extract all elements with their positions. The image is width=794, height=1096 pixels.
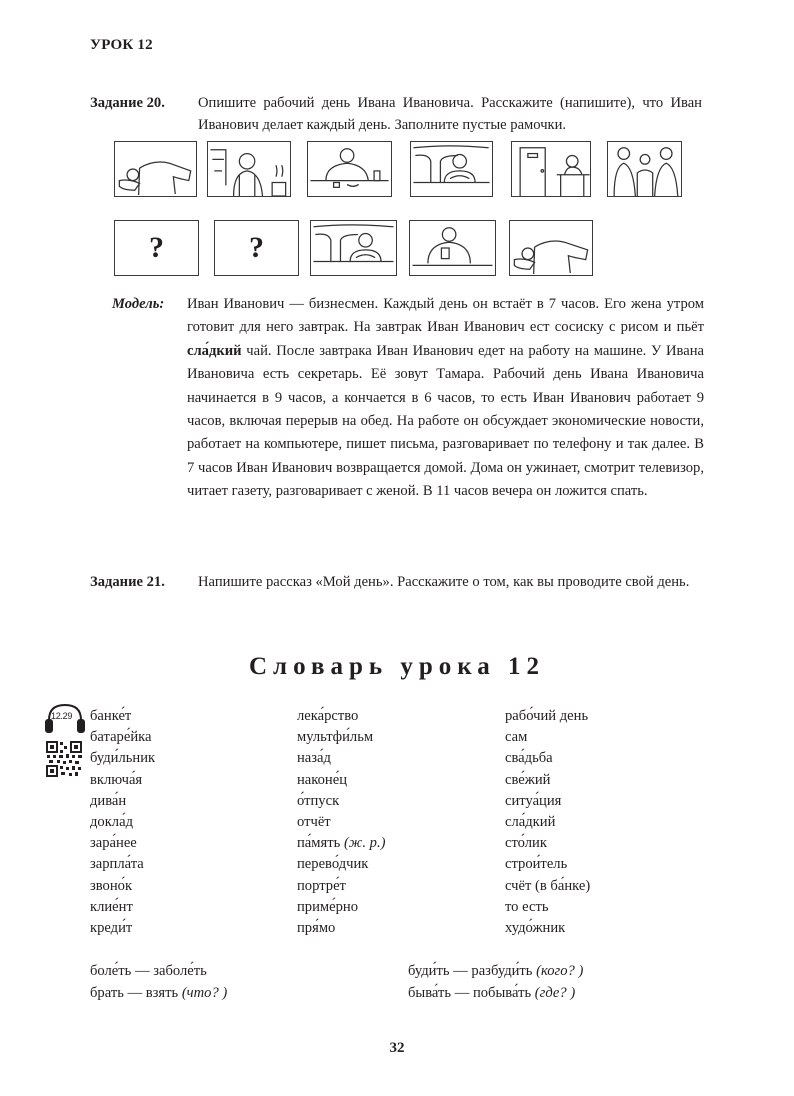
- going-to-sleep-icon: [510, 221, 592, 275]
- dictionary-word: сва́дьба: [505, 750, 553, 767]
- picture-frame-sleeping: [114, 141, 197, 197]
- model-text-block: [112, 293, 704, 504]
- qr-code-icon[interactable]: [45, 740, 85, 780]
- dictionary-word: перево́дчик: [297, 856, 369, 873]
- dictionary-word: ситуа́ция: [505, 792, 562, 809]
- dictionary-word: счёт (в ба́нке): [505, 877, 591, 894]
- dictionary-word: мультфи́льм: [297, 729, 374, 746]
- dictionary-word: о́тпуск: [297, 792, 340, 809]
- verb-pair-text: буди́ть — разбуди́ть: [408, 963, 533, 979]
- task-21-label: Задание 21.: [90, 574, 165, 590]
- picture-frame-secretary: [511, 141, 591, 197]
- model-bold-word: сла́дкий: [187, 342, 242, 359]
- verb-pair-text: брать — взять: [90, 984, 179, 1001]
- driving-home-icon: [311, 221, 396, 275]
- dictionary-title: Словарь урока 12: [248, 653, 545, 680]
- dictionary-word: худо́жник: [505, 920, 566, 937]
- task-20-text: Опишите рабочий день Ивана Ивановича. Расскажите (напишите), что Иван Иванович делает каждый день. Заполните пустые рамочки.: [198, 95, 702, 133]
- dictionary-word-with-note: [297, 833, 385, 854]
- dictionary-word: включа́я: [90, 771, 143, 788]
- dictionary-word: отчёт: [297, 814, 331, 831]
- audio-track-number: 12.29: [51, 711, 73, 721]
- task-21: [90, 571, 702, 593]
- dictionary-word: рабо́чий день: [505, 708, 589, 724]
- audio-badge[interactable]: [44, 702, 86, 780]
- model-label: Модель:: [112, 296, 165, 312]
- dictionary-column-1: [90, 706, 155, 939]
- picture-frame-driving: [410, 141, 493, 197]
- task-20-label: Задание 20.: [90, 95, 165, 111]
- dictionary-word: портре́т: [297, 877, 346, 894]
- verb-pair-text: быва́ть — побыва́ть: [408, 984, 532, 1001]
- task-21-text: Напишите рассказ «Мой день». Расскажите о том, как вы проводите свой день.: [198, 574, 690, 590]
- verb-pair: [90, 983, 227, 1005]
- dictionary-word: наза́д: [297, 750, 331, 767]
- verb-pair-note: (что? ): [181, 984, 228, 1001]
- picture-frame-cooking: [207, 141, 291, 197]
- dictionary-word: докла́д: [90, 814, 133, 831]
- page-number: 32: [389, 1040, 405, 1056]
- lesson-header: УРОК 12: [90, 37, 153, 53]
- verb-pair: [90, 961, 227, 983]
- verb-pair-note: (кого? ): [536, 963, 584, 979]
- picture-frame-blank-1[interactable]: [114, 220, 199, 276]
- verb-pair-note: (где? ): [534, 984, 576, 1001]
- dictionary-word: па́мять: [297, 835, 341, 852]
- picture-frame-meeting: [607, 141, 682, 197]
- dictionary-word: лека́рство: [297, 708, 359, 724]
- model-text-part-1: Иван Иванович — бизнесмен. Каждый день он встаёт в 7 часов. Его жена утром готовит для него завтрак. На завтрак Иван Иванович ест сосиску с рисом и пьёт: [187, 296, 704, 336]
- dictionary-word: клие́нт: [90, 898, 133, 915]
- dictionary-word: све́жий: [505, 771, 551, 788]
- verb-pair: [408, 983, 583, 1005]
- dictionary-column-2: [297, 706, 385, 939]
- dictionary-word: пря́мо: [297, 920, 336, 937]
- picture-frame-driving-home: [310, 220, 397, 276]
- dictionary-word: то есть: [505, 898, 549, 915]
- eating-breakfast-icon: [308, 142, 391, 196]
- picture-frame-blank-2[interactable]: [214, 220, 299, 276]
- verb-pairs-left: [90, 961, 227, 1004]
- dictionary-word: сам: [505, 729, 528, 746]
- picture-frame-going-to-sleep: [509, 220, 593, 276]
- verb-pair-text: боле́ть — заболе́ть: [90, 963, 207, 979]
- dictionary-word: сла́дкий: [505, 814, 556, 831]
- dictionary-word: строи́тель: [505, 856, 568, 873]
- picture-frame-breakfast: [307, 141, 392, 197]
- dictionary-column-3: [505, 706, 590, 939]
- model-text-part-2: чай. После завтрака Иван Иванович едет на работу на машине. У Ивана Ивановича есть секретарь. Её зовут Тамара. Рабочий день Ивана Ивановича начинается в 9 часов, а кончается в 6 часов, то есть Иван Иванович работает 9 часов, включая перерыв на обед. На работе он обсуждает экономические новости, работает на компьютере, пишет письма, разговаривает по телефону и так далее. В 7 часов Иван Иванович возвращается домой. Дома он ужинает, смотрит телевизор, читает газету, разговаривает с женой. В 11 часов вечера он ложится спать.: [187, 342, 704, 500]
- driving-car-icon: [411, 142, 492, 196]
- verb-pair: [408, 961, 583, 983]
- question-mark-icon: ?: [149, 231, 164, 264]
- verb-pairs-right: [408, 961, 583, 1004]
- dictionary-word: наконе́ц: [297, 771, 348, 788]
- drinking-at-home-icon: [410, 221, 495, 275]
- wife-cooking-icon: [208, 142, 290, 196]
- dictionary-word: зарпла́та: [90, 856, 144, 873]
- dictionary-word: сто́лик: [505, 835, 547, 852]
- sleeping-in-bed-icon: [115, 142, 196, 196]
- dictionary-word: креди́т: [90, 920, 133, 937]
- dictionary-word: звоно́к: [90, 877, 133, 894]
- dictionary-word: банке́т: [90, 708, 132, 724]
- secretary-at-desk-icon: [512, 142, 590, 196]
- dictionary-word: зара́нее: [90, 835, 137, 852]
- grammar-note: (ж. р.): [343, 835, 386, 852]
- dictionary-word: буди́льник: [90, 750, 156, 767]
- dictionary-word: приме́рно: [297, 898, 359, 915]
- model-text: [187, 293, 704, 504]
- dictionary-word: батаре́йка: [90, 729, 152, 746]
- picture-frame-drinking: [409, 220, 496, 276]
- dictionary-word: дива́н: [90, 792, 127, 809]
- question-mark-icon: ?: [249, 231, 264, 264]
- task-20: [90, 92, 702, 136]
- business-meeting-icon: [608, 142, 681, 196]
